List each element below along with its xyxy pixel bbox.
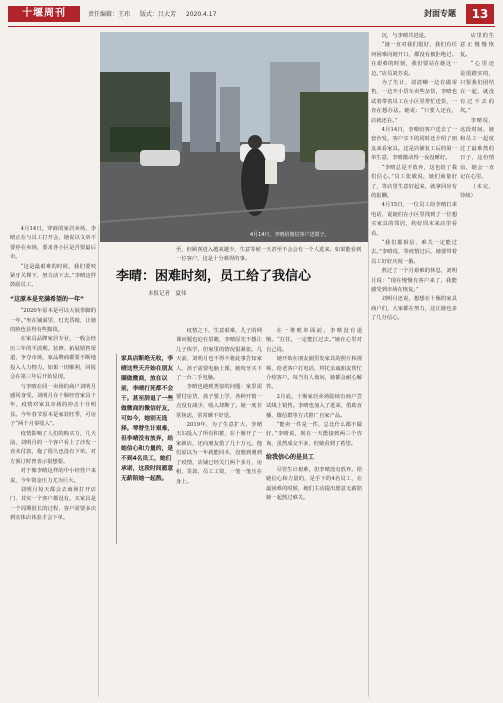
- article-headline: 李晴：困难时刻，员工给了我信心: [116, 269, 312, 284]
- paragraph: 对于像李晴这样的中小经营户来说，今年资金压力尤为巨大。: [10, 468, 96, 484]
- paragraph: 刘明月每天都会去商场打开店门，其实一个客户都没有。买家具是一个周期很长的过程，客户需要多次到实体店体验才会下单。: [10, 486, 96, 522]
- paragraph: 4月14日，李晴给客户送去了一套沙发，客户买下的同时还介绍了朋友来看家具。这是店铺复工后的第一单生意，李晴激动得一夜没睡好。: [371, 127, 457, 162]
- paragraph: 在一堆账单面前，李晴没有退缩。“扛住，一定能扛过去。”她在心里对自己说。: [266, 328, 362, 353]
- article-photo: [100, 32, 368, 242]
- paragraph: 刘明月还说，想想在十堰的家具商户们，大家都在努力，这让她也多了几分信心。: [371, 296, 457, 322]
- paragraph: 店里的生意正慢慢恢复。: [460, 33, 494, 58]
- paragraph: 与李晴在同一卖场的商户刘明月感同身受。刘明月在十堰经营家具十年，疫情对家具市场的冲击十分明显。今年春节原本是家装旺季，可房子“两个月零收入”。: [10, 383, 96, 428]
- masthead: 十堰周刊: [8, 6, 80, 22]
- photo-caption: 4月14日，李晴给微信客户送馍子。: [250, 232, 330, 238]
- paragraph: 李晴也遇到类似的问题：家里需要付房贷，孩子要上学，各种开销一点没有减少，收入却断了。她一度非常焦虑，常常睡不好觉。: [176, 384, 262, 419]
- paragraph: “李晴总是不放弃，这也给了我们信心。”员工张敏说，她们商量好了，等店里生意好起来，就拿回应有的报酬。: [371, 164, 457, 199]
- paragraph: 在家具品牌家居专业，一般会经历三年的平淡期。装修、拓展销售渠道、争夺市场，家品牌商都要不断地投入人力物力。如果一切顺利，回报会在第三年后开始显现。: [10, 336, 96, 381]
- paragraph: 为了生计，刘清嘲一边在做零售，一边开小货车卖些杂货，李晴也试着带着员工在小区里帮忙送货，一直在想办法。她说：“只要人还在，店就还在。”: [371, 80, 457, 124]
- paragraph: 4月14日，穿薛的家居卖场，李晴正在与员工打开会，她说以文章不要停在卖场，要求各小区是否要最后市。: [10, 226, 96, 261]
- page-number: 13: [466, 4, 494, 24]
- editor-credit: 责任编辑：王玮: [88, 11, 131, 18]
- paragraph: 尽管生计艰难，但李晴没有放弃。给她信心和力量的，是手下的4名员工，在最困难的时候，她们主动提出愿意无薪陪她一起熬过难关。: [266, 466, 362, 501]
- street-scene-image: [100, 32, 368, 242]
- paragraph: “能卖一件是一件，总比什么都不做好。”李晴说，现在一天能接到两三个咨询，虽然成交不多，但她看到了希望。: [266, 422, 362, 447]
- paragraph: 她开始在朋友圈里发家具的照片和视频，给老客户打电话，拜托亲戚朋友帮忙介绍客户。每当有人询问，她都会耐心解答。: [266, 356, 362, 391]
- paragraph: 熬过了一个月艰难的休息，刘明月说：“现在慢慢有客户来了，我能感受到市场在恢复。”: [371, 268, 457, 293]
- article-column-4: [371, 32, 457, 697]
- continued-note: （未完，待续）: [460, 183, 494, 199]
- paragraph: 2019年，为了生意扩大，李晴夫妇投入了所有积蓄，在十堰开了一家新店，还向朋友借了几十万元。他们原以为一年就能回本，没想到遇到了疫情，店铺已经关门两个多月，房租、货款、员工工资，一笔一笔压在身上。: [176, 422, 262, 485]
- article-column-1: [10, 225, 96, 697]
- header-rule: [8, 26, 495, 27]
- article-column-3: [266, 327, 362, 697]
- article-byline: 本报记者 夏伟: [148, 291, 187, 297]
- issue-date: 2020.4.17: [185, 11, 217, 18]
- paragraph: 李晴说，这段时间，她和员工一起度过了最难熬的日子，这份情谊，她会一直记在心里。: [460, 117, 494, 181]
- edit-info: [88, 9, 224, 18]
- paragraph: 沉，与李晴共进退。: [381, 33, 430, 39]
- section-name: 封面专题: [424, 9, 456, 18]
- column-divider: [98, 225, 99, 697]
- paragraph: 疫情影响了人们的购买力，几天前，刘明月的一个客户看上了沙发一直未付款，拖了很久也没有下单。对方预订时曾表示很想要。: [10, 430, 96, 465]
- article-column-5: [460, 32, 494, 697]
- paragraph: 4月15日，一位员工给李晴打来电话，说她们在小区里找到了一位想买家具的邻居，约好周末来店里看看。: [371, 202, 457, 237]
- designer-credit: 版式：吕大芳: [139, 11, 176, 18]
- paragraph: “我们都相信，难关一定能过去。”李晴说，等疫情过后，她要带着员工好好庆祝一番。: [371, 239, 457, 265]
- paragraph: “2020年原本是可以大展拳脚的一年。”坐在铺面里，灯光昏暗，让她的脸色显得有些黯淡。: [10, 308, 96, 334]
- subheading: 给我信心的是员工: [266, 454, 315, 462]
- paragraph: 2月底，十堰家居卖场陆续有商户尝试线上销售。李晴也加入了进来，借助直播、微信群等方式推广自家产品。: [266, 393, 362, 419]
- paragraph: 疫情之下，生意艰难，儿子的网课问题也迫在眉睫，李晴原先不想让儿子休学，但家里的情况很紧张。几天前，刘明月也不得不将此事告知家人，孩子需要电脑上课，她咬牙买下了一台二手电脑。: [176, 328, 262, 382]
- subheading: “这原本是充满希望的一年”: [10, 295, 84, 303]
- article-column-2: [176, 327, 262, 697]
- column-divider: [368, 32, 369, 697]
- pull-quote: 家具店断绝无收，李晴这些天开始在朋友圈做微商，放在以前，李晴打死都不会干。甚至辞退了一些做微商的微信好友，可如今，她别无选择。琴替生计艰难，但李晴没有放弃，给她信心和力量的，是不到4名员工，她们承诺，这段时间愿意无薪陪她一起熬。: [116, 354, 174, 544]
- paragraph: “她一直对我们很好，我们有任何困难向她开口，都没有被拒绝过。在艰难的时刻，我们要站在她这一边。”店员刘芳说。: [371, 42, 457, 77]
- paragraph: “心里还是很踏实的，只要我们团结在一起，就没有过不去的坎。”: [460, 61, 494, 115]
- page-header: [0, 0, 503, 28]
- paragraph: “这是最艰难的时候，我们要咬紧牙关撑下，努力活下去。”李晴这样鼓励员工。: [10, 263, 96, 289]
- article-lead-text: 至，但顾客进入越来越少，生意等候一天甚至不会会有一个人进来。如果能看到一位客户，这是十分难得的事。: [176, 247, 362, 263]
